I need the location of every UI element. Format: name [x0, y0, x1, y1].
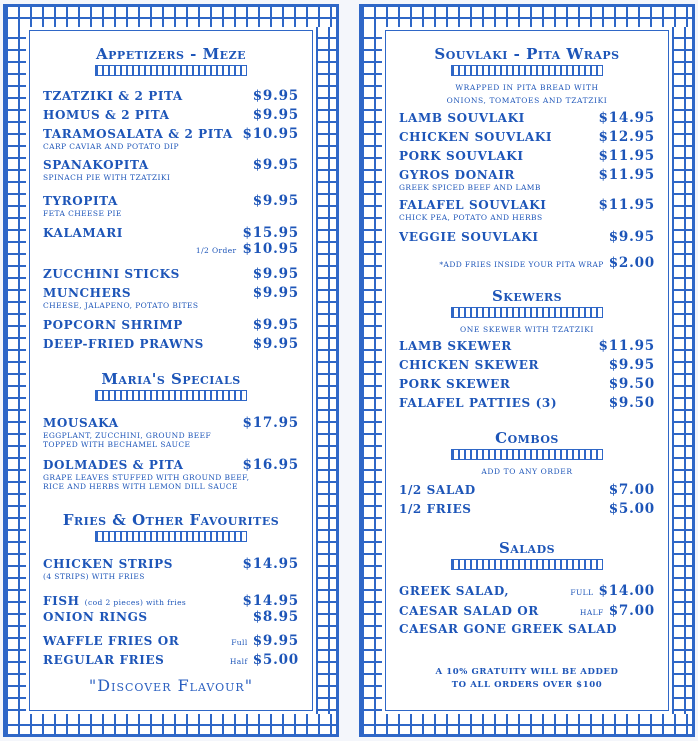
item-name: DOLMADES & PITA	[43, 458, 184, 472]
menu-item	[399, 376, 655, 392]
item-name: CHICKEN SOUVLAKI	[399, 130, 553, 144]
item-name: TZATZIKI & 2 PITA	[43, 89, 183, 103]
greek-key-ornament	[451, 307, 603, 318]
item-description: SPINACH PIE WITH TZATZIKI	[43, 173, 171, 182]
item-price: $11.95	[598, 197, 655, 213]
fries-section	[43, 511, 299, 695]
gratuity-notice	[399, 666, 655, 692]
menu-item	[43, 336, 299, 352]
item-name: CHICKEN SKEWER	[399, 358, 540, 372]
item-price: $9.95	[252, 157, 299, 173]
section-note: ONIONS, TOMATOES AND TZATZIKI	[446, 96, 608, 105]
item-name: CAESAR GONE GREEK SALAD	[399, 622, 618, 636]
menu-item	[43, 649, 299, 668]
section-title: Fries & Other Favourites	[62, 511, 280, 529]
item-price: $9.95	[252, 107, 299, 123]
greek-key-border	[316, 27, 336, 714]
menu-item	[43, 285, 299, 301]
section-note: WRAPPED IN PITA BREAD WITH	[455, 83, 599, 92]
item-description: EGGPLANT, ZUCCHINI, GROUND BEEF TOPPED WITH BECHAMEL SAUCE	[43, 431, 212, 449]
addon-price: $2.00	[608, 255, 655, 271]
item-price: $14.00	[598, 583, 655, 599]
menu-item	[43, 317, 299, 333]
item-description: FETA CHEESE PIE	[43, 209, 122, 218]
item-name: WAFFLE FRIES OR	[43, 634, 180, 648]
greek-key-ornament	[451, 559, 603, 570]
item-price: $14.95	[598, 110, 655, 126]
size-label: FULL	[570, 588, 594, 597]
menu-item	[399, 600, 655, 619]
item-price: $14.95	[242, 556, 299, 572]
item-name: DEEP-FRIED PRAWNS	[43, 337, 204, 351]
item-price: $9.95	[252, 88, 299, 104]
menu-panel-left	[3, 4, 339, 737]
menu-item	[399, 501, 655, 517]
item-price: $11.95	[598, 338, 655, 354]
addon-label: *ADD FRIES INSIDE YOUR PITA WRAP	[439, 260, 604, 269]
item-price: $7.00	[608, 482, 655, 498]
section-title: Combos	[495, 429, 559, 447]
item-name: TYROPITA	[43, 194, 118, 208]
item-name: PORK SKEWER	[399, 377, 511, 391]
menu-item	[43, 266, 299, 282]
size-label: Full	[231, 638, 248, 647]
item-name: 1/2 FRIES	[399, 502, 472, 516]
item-price: $9.95	[252, 266, 299, 282]
item-name: LAMB SKEWER	[399, 339, 512, 353]
section-note: ADD TO ANY ORDER	[481, 467, 573, 476]
menu-item-half	[43, 241, 299, 257]
item-description: GRAPE LEAVES STUFFED WITH GROUND BEEF, RICE AND HERBS WITH LEMON DILL SAUCE	[43, 473, 250, 491]
item-description: (cod 2 pieces) with fries	[84, 598, 187, 607]
greek-key-border	[6, 7, 336, 27]
greek-key-border	[6, 27, 26, 714]
section-note: ONE SKEWER WITH TZATZIKI	[460, 325, 594, 334]
item-name: REGULAR FRIES	[43, 653, 165, 667]
half-order-label: 1/2 Order	[195, 246, 237, 255]
left-content	[43, 36, 299, 695]
item-name: MUNCHERS	[43, 286, 132, 300]
menu-item	[399, 482, 655, 498]
combos-section	[399, 429, 655, 517]
item-price: $11.95	[598, 167, 655, 183]
greek-key-ornament	[95, 531, 247, 542]
item-description: CARP CAVIAR AND POTATO DIP	[43, 142, 179, 151]
menu-item	[43, 157, 299, 173]
item-name: SPANAKOPITA	[43, 158, 149, 172]
menu-item	[399, 622, 655, 636]
right-content	[399, 36, 655, 692]
menu-item	[43, 126, 299, 142]
item-price: $16.95	[242, 457, 299, 473]
item-name: PORK SOUVLAKI	[399, 149, 524, 163]
item-name: POPCORN SHRIMP	[43, 318, 183, 332]
section-title: Skewers	[491, 287, 563, 305]
slogan: "Discover Flavour"	[88, 676, 254, 695]
greek-key-ornament	[451, 449, 603, 460]
menu-item	[399, 197, 655, 213]
item-name: HOMUS & 2 PITA	[43, 108, 170, 122]
item-name: FALAFEL SOUVLAKI	[399, 198, 547, 212]
item-price: $10.95	[242, 241, 299, 257]
item-price: $9.95	[608, 357, 655, 373]
menu-item	[399, 167, 655, 183]
item-price: $15.95	[242, 225, 299, 241]
menu-item	[43, 556, 299, 572]
section-title: Maria's Specials	[101, 370, 241, 388]
menu-item	[43, 193, 299, 209]
item-price: $9.95	[252, 336, 299, 352]
size-label: Half	[229, 657, 248, 666]
item-name: FALAFEL PATTIES (3)	[399, 396, 558, 410]
item-name: GYROS DONAIR	[399, 168, 516, 182]
item-name: KALAMARI	[43, 226, 123, 240]
item-price: $9.95	[252, 317, 299, 333]
greek-key-border	[672, 27, 692, 714]
section-title: Appetizers - Meze	[96, 45, 246, 63]
menu-item	[399, 395, 655, 411]
greek-key-border	[362, 27, 382, 714]
item-description: CHEESE, JALAPENO, POTATO BITES	[43, 301, 199, 310]
appetizers-section	[43, 45, 299, 352]
gratuity-line: TO ALL ORDERS OVER $100	[451, 680, 603, 690]
greek-key-ornament	[451, 65, 603, 76]
greek-key-border	[362, 714, 692, 734]
menu-item	[399, 338, 655, 354]
menu-item	[43, 88, 299, 104]
item-price: $14.95	[242, 593, 299, 609]
item-name: GREEK SALAD,	[399, 584, 510, 598]
item-price: $10.95	[242, 126, 299, 142]
item-price: $9.50	[608, 395, 655, 411]
greek-key-border	[362, 7, 692, 27]
souvlaki-section	[399, 45, 655, 271]
item-description: CHICK PEA, POTATO AND HERBS	[399, 213, 543, 222]
skewers-section	[399, 287, 655, 411]
salads-section	[399, 539, 655, 636]
menu-item	[43, 457, 299, 473]
item-name: ZUCCHINI STICKS	[43, 267, 180, 281]
item-price: $9.95	[252, 193, 299, 209]
item-price: $17.95	[242, 415, 299, 431]
item-description: (4 STRIPS) WITH FRIES	[43, 572, 145, 581]
item-name: TARAMOSALATA & 2 PITA	[43, 127, 233, 141]
section-title: Salads	[498, 539, 556, 557]
menu-item	[43, 225, 299, 241]
menu-item	[399, 148, 655, 164]
menu-item	[43, 590, 299, 609]
menu-panel-right	[359, 4, 695, 737]
menu-item	[43, 415, 299, 431]
item-name: FISH	[43, 594, 80, 608]
item-price: $11.95	[598, 148, 655, 164]
item-description: GREEK SPICED BEEF AND LAMB	[399, 183, 541, 192]
greek-key-ornament	[95, 390, 247, 401]
item-price: $9.95	[252, 633, 299, 649]
greek-key-border	[6, 714, 336, 734]
item-price: $9.95	[608, 229, 655, 245]
menu-item	[399, 110, 655, 126]
item-price: $12.95	[598, 129, 655, 145]
menu-item	[43, 630, 299, 649]
menu-item	[399, 357, 655, 373]
item-name: VEGGIE SOUVLAKI	[399, 230, 539, 244]
menu-item	[399, 129, 655, 145]
item-price: $9.95	[252, 285, 299, 301]
item-name: ONION RINGS	[43, 610, 148, 624]
item-price: $5.00	[608, 501, 655, 517]
item-name: CHICKEN STRIPS	[43, 557, 174, 571]
item-price: $9.50	[608, 376, 655, 392]
menu-item	[399, 229, 655, 245]
menu-item	[399, 580, 655, 599]
menu-item	[43, 609, 299, 625]
item-name: LAMB SOUVLAKI	[399, 111, 525, 125]
item-name: 1/2 SALAD	[399, 483, 476, 497]
item-price: $8.95	[252, 609, 299, 625]
item-name: MOUSAKA	[43, 416, 119, 430]
specials-section	[43, 370, 299, 491]
menu-item	[43, 107, 299, 123]
size-label: HALF	[579, 608, 604, 617]
gratuity-line: A 10% GRATUITY WILL BE ADDED	[435, 667, 619, 677]
section-title: Souvlaki - Pita Wraps	[434, 45, 620, 63]
item-name: CAESAR SALAD OR	[399, 604, 539, 618]
item-price: $7.00	[608, 603, 655, 619]
addon-row	[399, 255, 655, 271]
greek-key-ornament	[95, 65, 247, 76]
item-price: $5.00	[252, 652, 299, 668]
